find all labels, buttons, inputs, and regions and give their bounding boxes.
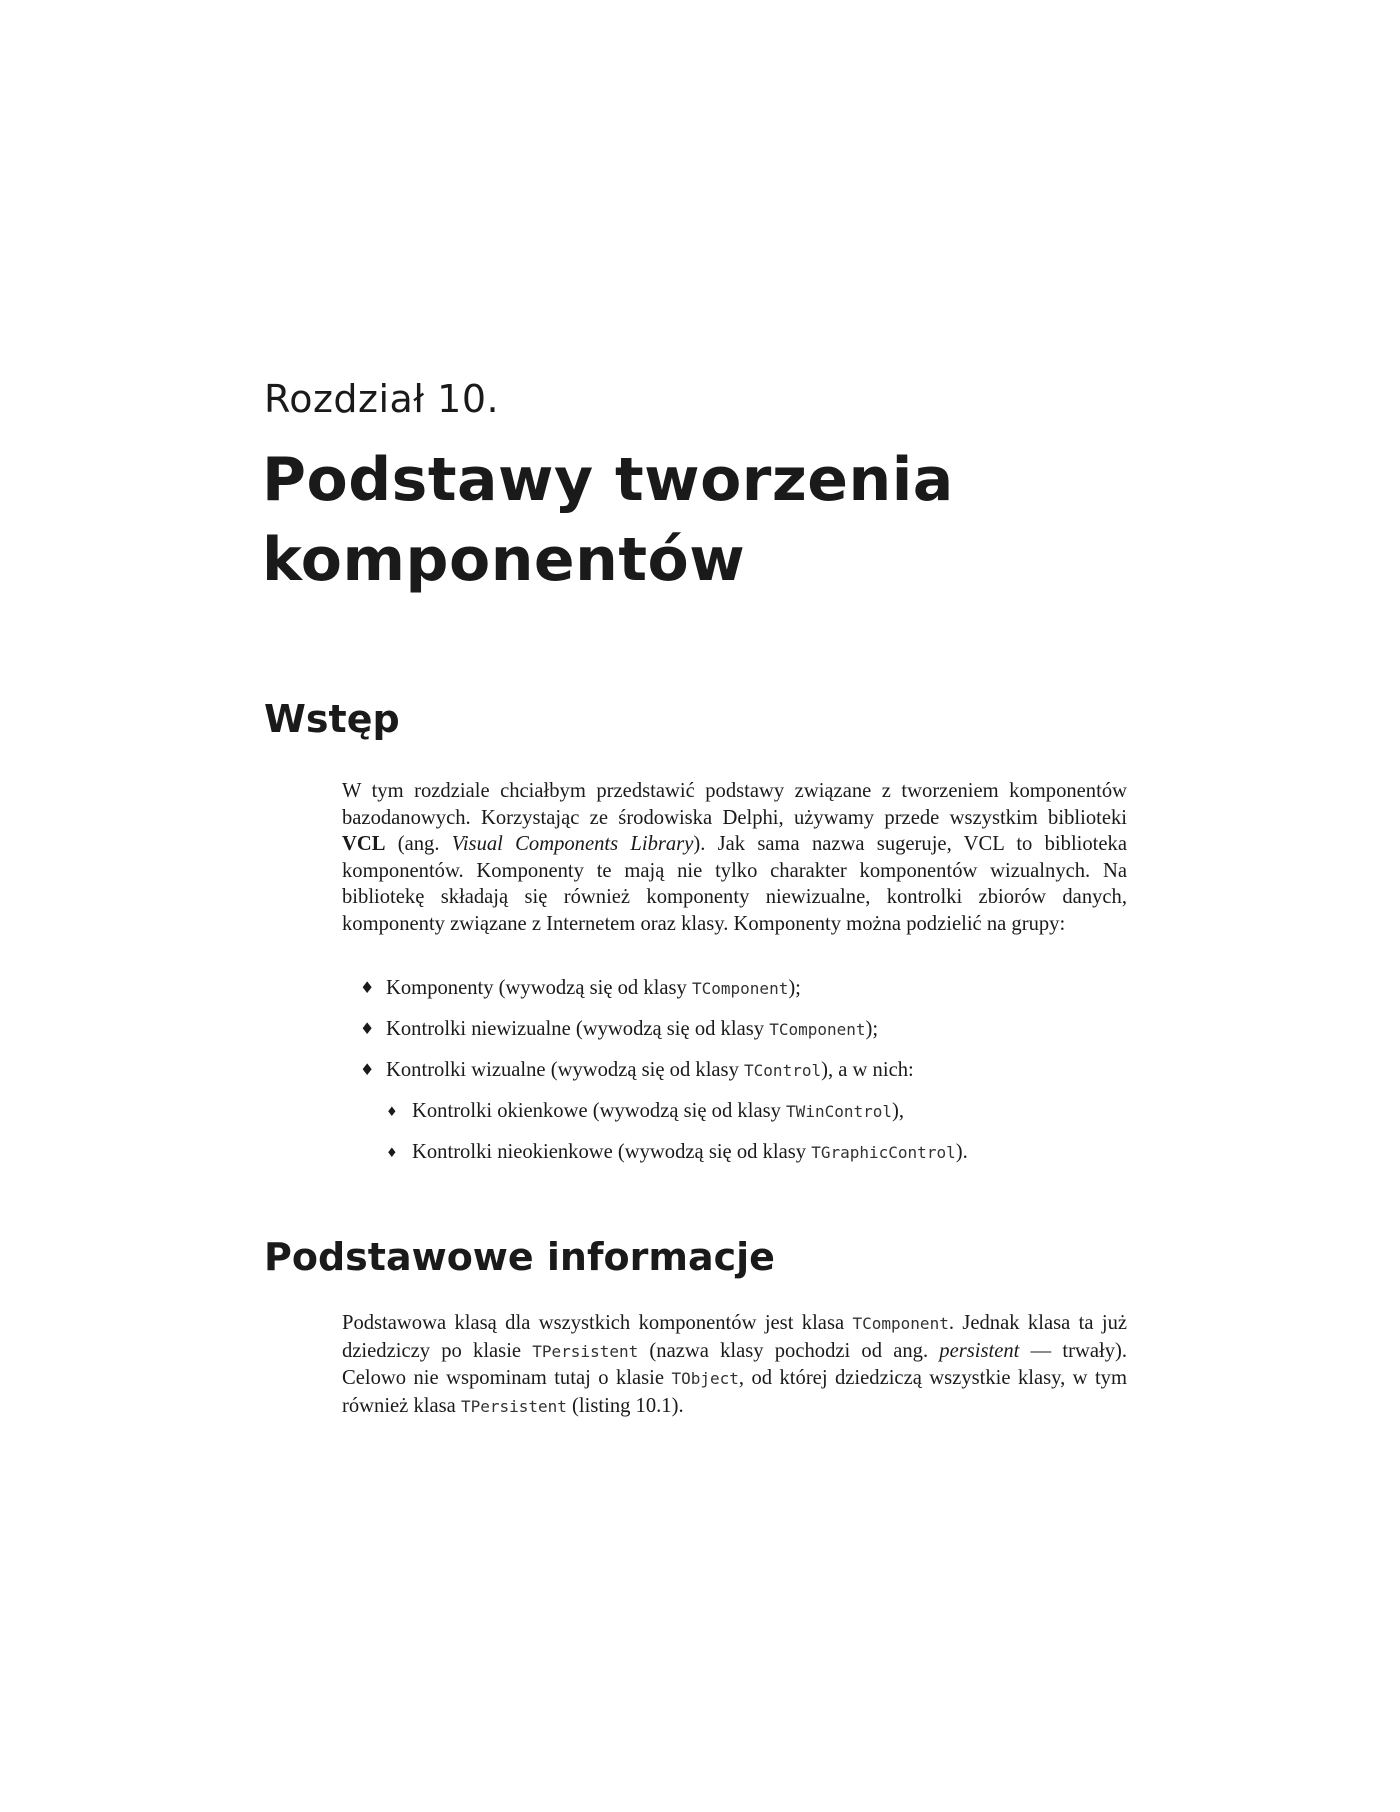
basics-text-3: (nazwa klasy pochodzi od ang. [638,1339,940,1362]
intro-paragraph [342,778,1127,937]
list-item-text: Kontrolki wizualne (wywodzą się od klasy [386,1059,745,1081]
basics-text-4: — trwały). Celowo nie wspominam tutaj o klasie [342,1339,1127,1389]
list-item [360,975,1140,1002]
section-heading-wstep: Wstęp [264,697,400,741]
diamond-bullet-icon: ♦ [386,1105,398,1120]
basics-text-6: (listing 10.1). [566,1394,684,1417]
component-groups-list [360,975,1140,1180]
basics-text-5: , od której dziedziczą wszystkie klasy, w tym również klasa [342,1367,1127,1417]
list-item-tail: ). [955,1141,968,1163]
section-heading-podstawowe-informacje: Podstawowe informacje [264,1235,775,1279]
class-name-code: TGraphicControl [811,1143,956,1162]
list-item-sub [386,1098,1140,1125]
class-name-code: TPersistent [532,1341,639,1361]
diamond-bullet-icon: ♦ [360,1019,375,1038]
class-name-code: TComponent [852,1314,949,1333]
basics-text-1: Podstawowa klasą dla wszystkich komponentów jest klasa [342,1312,853,1334]
list-item-tail: ), [892,1100,905,1122]
vcl-full-name: Visual Components Library [451,833,694,855]
class-name-code: TControl [744,1061,822,1080]
class-name-code: TComponent [769,1020,866,1039]
list-item-tail: ); [788,977,801,999]
diamond-bullet-icon: ♦ [360,978,375,997]
intro-text-3: ). Jak sama nazwa sugeruje, VCL to biblioteka komponentów. Komponenty te mają nie tylko charakter komponentów wizualnych. Na bibliotekę składają się również komponenty niewizualne, kontrolki zbiorów danych, komponenty związane z Internetem oraz klasy. Komponenty można podzielić na grupy: [342,833,1127,935]
list-item-tail: ), a w nich: [821,1059,914,1081]
list-item-text: Kontrolki okienkowe (wywodzą się od klasy [412,1100,787,1122]
chapter-title-line2: komponentów [262,525,746,595]
list-item-text: Komponenty (wywodzą się od klasy [386,977,692,999]
chapter-title [262,440,1262,600]
list-item [360,1057,1140,1084]
list-item-text: Kontrolki nieokienkowe (wywodzą się od klasy [412,1141,812,1163]
class-name-code: TComponent [692,979,789,998]
list-item-text: Kontrolki niewizualne (wywodzą się od klasy [386,1018,770,1040]
list-item [360,1016,1140,1043]
diamond-bullet-icon: ♦ [360,1060,375,1079]
basics-text-2: . Jednak klasa ta już dziedziczy po klasie [342,1312,1128,1362]
class-name-code: TWinControl [786,1102,893,1121]
chapter-title-line1: Podstawy tworzenia [262,445,954,515]
vcl-bold: VCL [342,833,386,855]
diamond-bullet-icon: ♦ [386,1146,398,1161]
intro-text-1: W tym rozdziale chciałbym przedstawić podstawy związane z tworzeniem komponentów bazodanowych. Korzystając ze środowiska Delphi, używamy przede wszystkim biblioteki [342,780,1127,829]
chapter-label: Rozdział 10. [264,377,500,421]
persistent-italic: persistent [939,1339,1020,1362]
class-name-code: TPersistent [460,1396,567,1416]
intro-text-2: (ang. [385,833,452,855]
list-item-tail: ); [865,1018,879,1040]
list-item-sub [386,1139,1140,1166]
class-name-code: TObject [671,1369,739,1388]
basics-paragraph [342,1310,1127,1420]
